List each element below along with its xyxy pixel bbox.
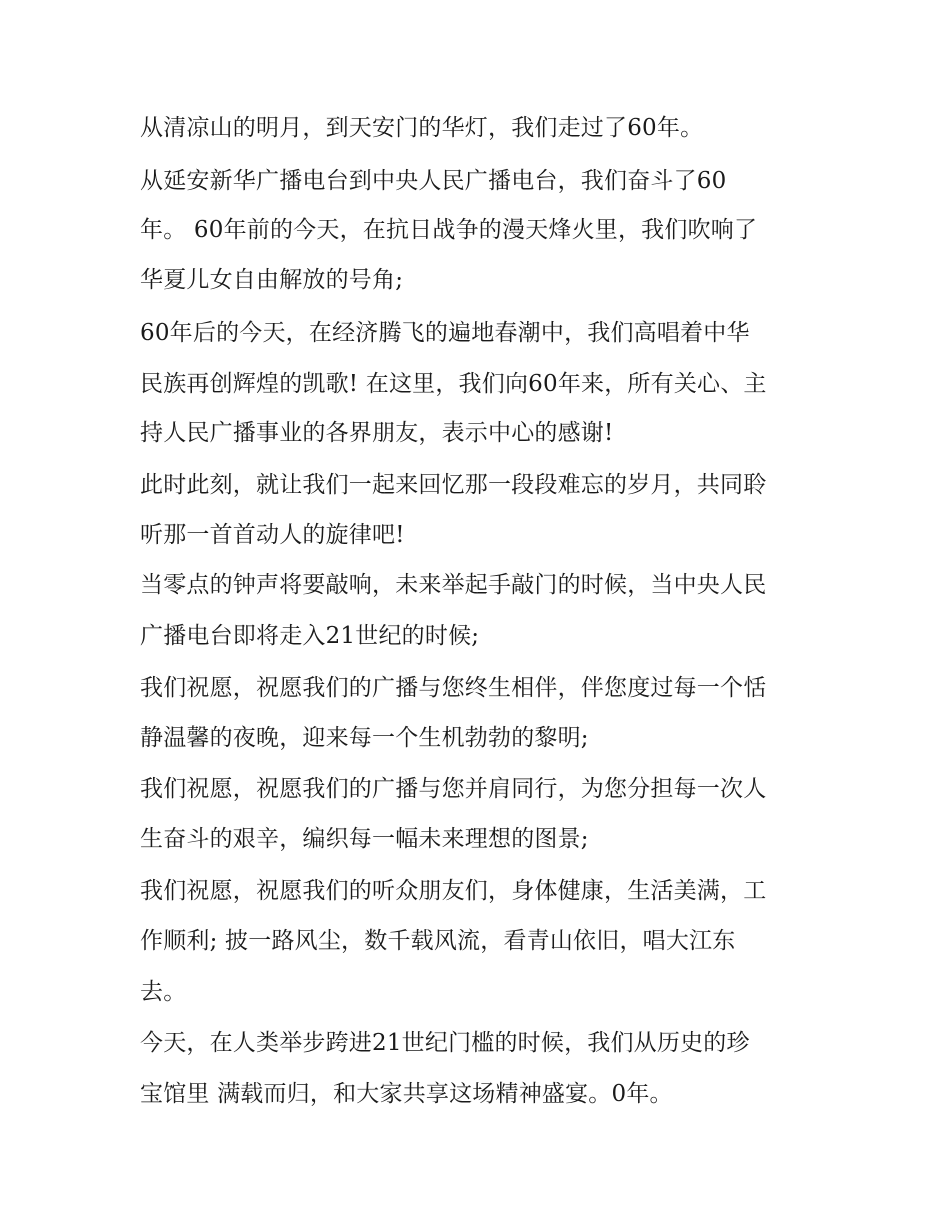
text-line: 从清凉山的明月，到天安门的华灯，我们走过了60年。 [140,115,704,141]
text-line: 此时此刻，就让我们一起来回忆那一段段难忘的岁月，共同聆 [140,472,767,498]
text-line: 从延安新华广播电台到中央人民广播电台，我们奋斗了60 [140,168,727,194]
text-line: 持人民广播事业的各界朋友，表示中心的感谢! [140,420,614,446]
text-line: 我们祝愿，祝愿我们的广播与您并肩同行，为您分担每一次人 [140,776,767,802]
text-line: 我们祝愿，祝愿我们的广播与您终生相伴，伴您度过每一个恬 [140,675,767,701]
text-line: 我们祝愿，祝愿我们的听众朋友们，身体健康，生活美满，工 [140,878,767,904]
text-line: 生奋斗的艰辛，编织每一幅未来理想的图景; [140,826,589,852]
text-line: 作顺利; 披一路风尘，数千载风流，看青山依旧，唱大江东 [140,928,736,954]
text-line: 静温馨的夜晚，迎来每一个生机勃勃的黎明; [140,725,589,751]
text-line: 当零点的钟声将要敲响，未来举起手敲门的时候，当中央人民 [140,572,767,598]
text-line: 去。 [140,979,187,1005]
text-line: 宝馆里 满载而归，和大家共享这场精神盛宴。0年。 [140,1081,673,1107]
text-line: 民族再创辉煌的凯歌! 在这里，我们向60年来，所有关心、主 [140,371,767,397]
text-line: 今天，在人类举步跨进21世纪门槛的时候，我们从历史的珍 [140,1030,750,1056]
text-line: 年。 60年前的今天，在抗日战争的漫天烽火里，我们吹响了 [140,217,758,243]
text-line: 广播电台即将走入21世纪的时候; [140,623,480,649]
text-line: 60年后的今天，在经济腾飞的遍地春潮中，我们高唱着中华 [140,320,750,346]
text-line: 听那一首首动人的旋律吧! [140,522,405,548]
text-line: 华夏儿女自由解放的号角; [140,267,404,293]
